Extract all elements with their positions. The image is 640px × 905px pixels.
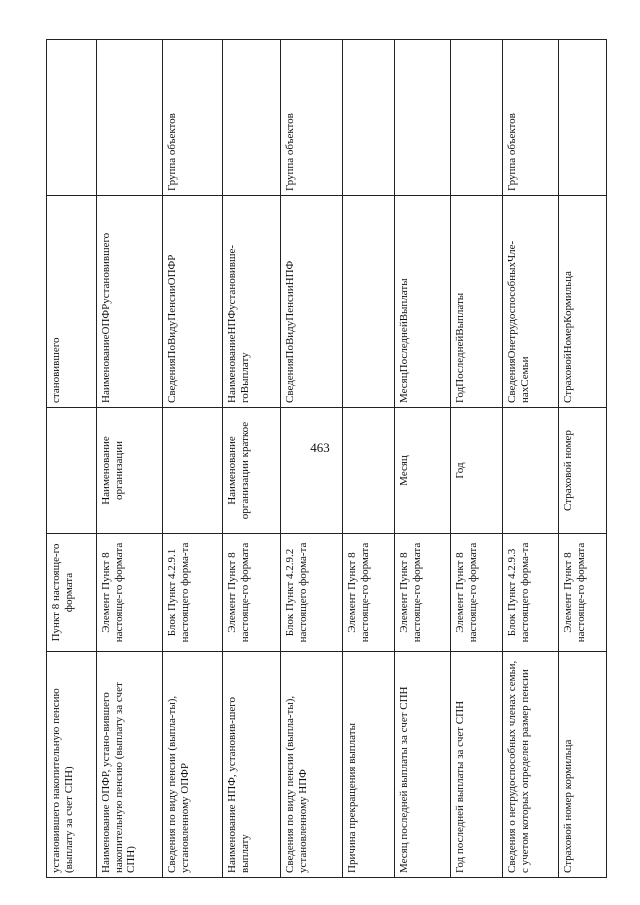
cell-description: Месяц	[395, 408, 451, 534]
table-row	[281, 40, 343, 878]
cell-description	[281, 408, 343, 534]
cell-xml: становившего	[47, 196, 97, 408]
cell-xml	[343, 196, 395, 408]
cell-format: Пункт 8 настояще-го формата	[47, 534, 97, 652]
cell-name: Наименование НПФ, установив-шего выплату	[223, 652, 281, 878]
cell-format: Элемент Пункт 8 настояще-го формата	[343, 534, 395, 652]
cell-format: Блок Пункт 4.2.9.3 настоящего форма-та	[503, 534, 559, 652]
cell-xml: СведенияОнетрудоспособныхЧле-нахСемьи	[503, 196, 559, 408]
cell-type: Группа объектов	[503, 40, 559, 196]
cell-format: Элемент Пункт 8 настояще-го формата	[97, 534, 163, 652]
table-row	[343, 40, 395, 878]
cell-description: Страховой номер	[559, 408, 607, 534]
cell-description	[503, 408, 559, 534]
table-row	[163, 40, 223, 878]
cell-name: Год последней выплаты за счет СПН	[451, 652, 503, 878]
cell-xml: СведенияПоВидуПенсииНПФ	[281, 196, 343, 408]
table-row	[395, 40, 451, 878]
cell-name: Сведения о нетрудоспособных членах семьи, с учетом которых определен размер пенсии	[503, 652, 559, 878]
cell-xml: НаименованиеНПФустановивше-гоВыплату	[223, 196, 281, 408]
format-table	[46, 39, 607, 878]
cell-type: Группа объектов	[163, 40, 223, 196]
cell-description	[343, 408, 395, 534]
cell-name: Сведения по виду пенсии (выпла-ты), установленному НПФ	[281, 652, 343, 878]
cell-name: Сведения по виду пенсии (выпла-ты), установленному ОПФР	[163, 652, 223, 878]
cell-xml: СтраховойНомерКормильца	[559, 196, 607, 408]
cell-format: Элемент Пункт 8 настояще-го формата	[223, 534, 281, 652]
cell-description: Наименование организации	[97, 408, 163, 534]
cell-type: Группа объектов	[281, 40, 343, 196]
cell-type	[343, 40, 395, 196]
cell-description: Год	[451, 408, 503, 534]
cell-description	[163, 408, 223, 534]
cell-name: Страховой номер кормильца	[559, 652, 607, 878]
table-row	[47, 40, 97, 878]
cell-description: Наименование организации краткое	[223, 408, 281, 534]
cell-type	[451, 40, 503, 196]
cell-format: Элемент Пункт 8 настояще-го формата	[559, 534, 607, 652]
table-row	[559, 40, 607, 878]
cell-type	[559, 40, 607, 196]
cell-type	[97, 40, 163, 196]
cell-format: Элемент Пункт 8 настояще-го формата	[451, 534, 503, 652]
cell-xml: НаименованиеОПФРустановившего	[97, 196, 163, 408]
cell-name: Причина прекращения выплаты	[343, 652, 395, 878]
table-row	[223, 40, 281, 878]
cell-name: установившего накопительную пенсию (выплату за счет СПН)	[47, 652, 97, 878]
cell-xml: МесяцПоследнейВыплаты	[395, 196, 451, 408]
cell-type	[223, 40, 281, 196]
table-row	[451, 40, 503, 878]
cell-xml: ГодПоследнейВыплаты	[451, 196, 503, 408]
cell-format: Элемент Пункт 8 настояще-го формата	[395, 534, 451, 652]
cell-xml: СведенияПоВидуПенсииОПФР	[163, 196, 223, 408]
cell-type	[395, 40, 451, 196]
table-row	[503, 40, 559, 878]
cell-format: Блок Пункт 4.2.9.2 настоящего форма-та	[281, 534, 343, 652]
cell-type	[47, 40, 97, 196]
page-number: 463	[310, 440, 330, 455]
cell-description	[47, 408, 97, 534]
cell-name: Месяц последней выплаты за счет СПН	[395, 652, 451, 878]
cell-format: Блок Пункт 4.2.9.1 настоящего форма-та	[163, 534, 223, 652]
cell-name: Наименование ОПФР, устано-вившего накопительную пенсию (выплату за счет СПН)	[97, 652, 163, 878]
table-row	[97, 40, 163, 878]
rotated-table	[46, 40, 606, 878]
